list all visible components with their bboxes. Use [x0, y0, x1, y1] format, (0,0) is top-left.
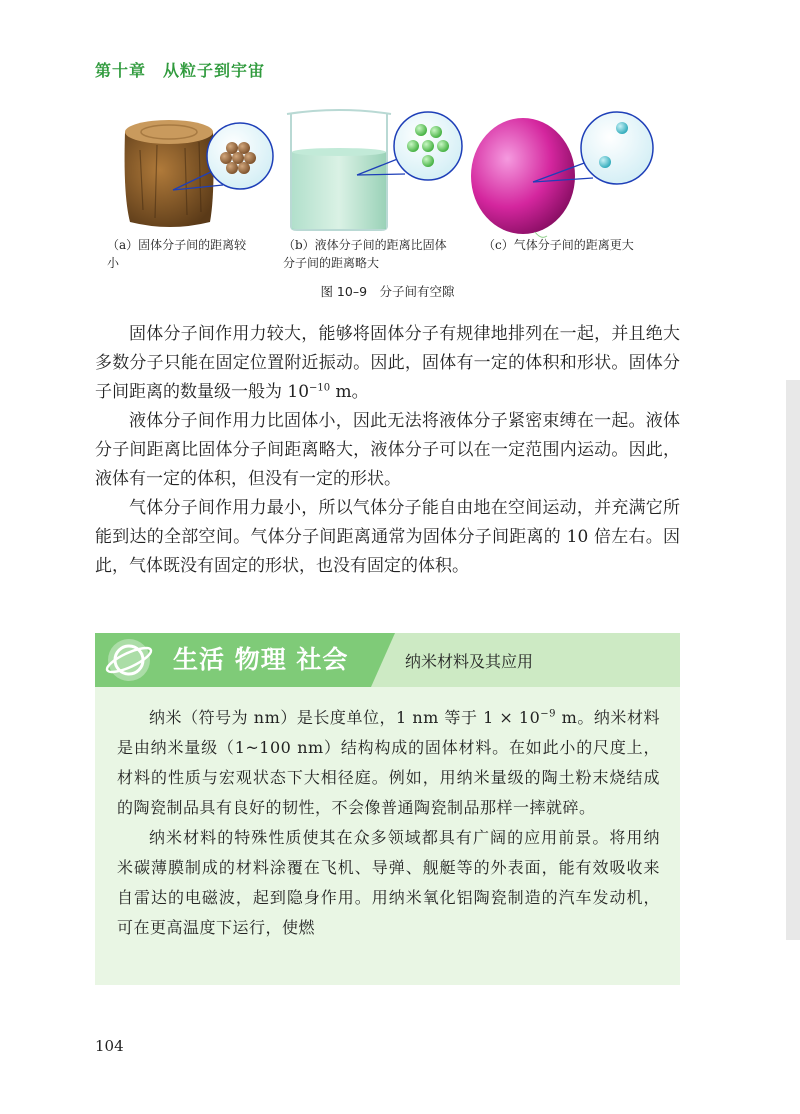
paragraph-gas: 气体分子间作用力最小，所以气体分子能自由地在空间运动，并充满它所能到达的全部空间。气体分子间距离通常为固体分子间距离的 10 倍左右。因此，气体既没有固定的形状，也没有固定的体积。	[95, 498, 680, 576]
balloon-icon	[471, 118, 575, 237]
main-text	[95, 320, 680, 581]
paragraph-solid: 固体分子间作用力较大，能够将固体分子有规律地排列在一起，并且绝大多数分子只能在固定位置附近振动。因此，固体有一定的体积和形状。固体分子间距离的数量级一般为 $10^{-10}$ m。	[95, 324, 680, 402]
caption-b: （b）液体分子间的距离比固体分子间的距离略大	[283, 238, 447, 270]
box-header	[95, 633, 680, 687]
box-topic-title: 纳米材料及其应用	[405, 652, 534, 671]
sidebar-box-nanomaterials	[95, 633, 680, 985]
caption-a: （a）固体分子间的距离较小	[107, 238, 247, 270]
box-paragraph-1: 纳米（符号为 nm）是长度单位，1 nm 等于 $1 \times 10^{-9}$ m。纳米材料是由纳米量级（1~100 nm）结构构成的固体材料。在如此小的尺度上，材料的性质与宏观状态下大相径庭。例如，用纳米量级的陶土粉末烧结成的陶瓷制品具有良好的韧性，不会像普通陶瓷制品那样一摔就碎。	[117, 708, 660, 817]
figure-title: 图 10–9 分子间有空隙	[320, 284, 455, 299]
section-label: 生活 物理 社会	[173, 645, 349, 674]
box-body	[117, 703, 660, 943]
planet-icon	[103, 636, 155, 684]
side-tab	[786, 380, 800, 940]
figure-10-9	[95, 100, 680, 300]
paragraph-liquid: 液体分子间作用力比固体小，因此无法将液体分子紧密束缚在一起。液体分子间距离比固体分子间距离略大，液体分子可以在一定范围内运动。因此，液体有一定的体积，但没有一定的形状。	[95, 411, 680, 489]
beaker-icon	[287, 110, 391, 230]
magnifier-circle-gas	[581, 112, 653, 184]
wood-log-icon	[125, 120, 214, 227]
chapter-header: 第十章 从粒子到宇宙	[95, 61, 266, 80]
box-paragraph-2: 纳米材料的特殊性质使其在众多领域都具有广阔的应用前景。将用纳米碳薄膜制成的材料涂覆在飞机、导弹、舰艇等的外表面，能有效吸收来自雷达的电磁波，起到隐身作用。用纳米氧化铝陶瓷制造的汽车发动机，可在更高温度下运行，使燃	[117, 828, 660, 937]
caption-c: （c）气体分子间的距离更大	[483, 238, 634, 252]
page-number: 104	[95, 1037, 124, 1055]
